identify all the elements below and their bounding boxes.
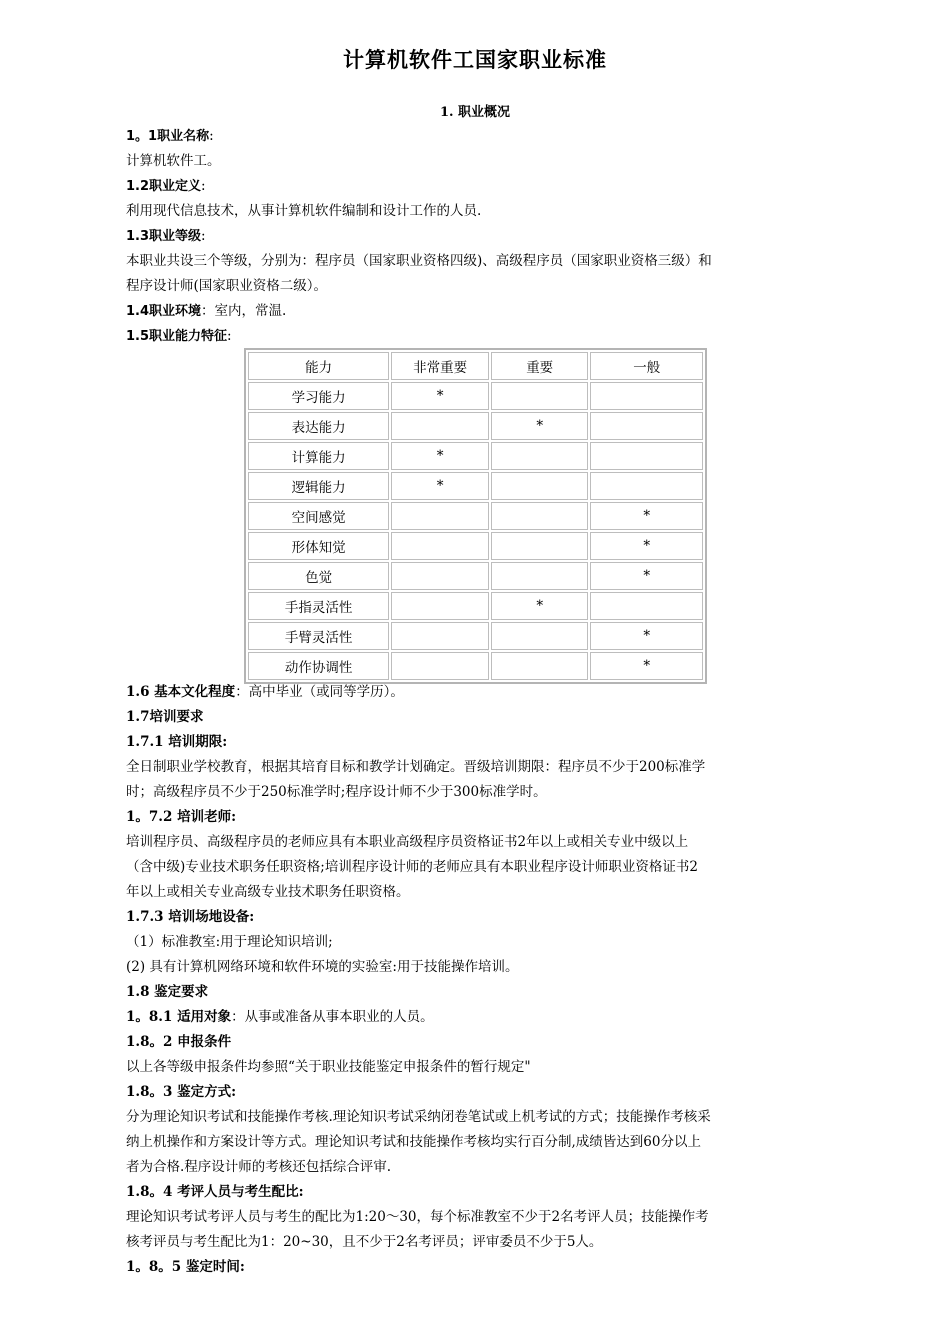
table-cell — [391, 562, 489, 590]
heading-1-5-colon: : — [227, 328, 232, 344]
paragraph-1-7-3-line2: (2) 具有计算机网络环境和软件环境的实验室:用于技能操作培训。 — [126, 959, 519, 975]
paragraph-1-7-2-line3: 年以上或相关专业高级专业技术职务任职资格。 — [126, 884, 410, 900]
paragraph-1-3-line2: 程序设计师(国家职业资格二级）。 — [126, 278, 328, 294]
table-cell: * — [391, 472, 489, 500]
heading-1-1-colon: : — [209, 128, 214, 144]
heading-1-4-label: 1.4职业环境 — [126, 304, 202, 319]
table-cell: 逻辑能力 — [248, 472, 389, 500]
heading-1-6-label: 1.6 基本文化程度 — [126, 684, 236, 700]
table-row — [248, 502, 703, 530]
table-cell: 学习能力 — [248, 382, 389, 410]
heading-1-7-3 — [126, 908, 254, 926]
table-header-cell: 能力 — [248, 352, 389, 380]
heading-1-8: 1.8 鉴定要求 — [126, 984, 209, 1000]
table-cell: 手臂灵活性 — [248, 622, 389, 650]
table-row — [248, 442, 703, 470]
table-cell — [391, 622, 489, 650]
paragraph-1-7-2-line1: 培训程序员、高级程序员的老师应具有本职业高级程序员资格证书2年以上或相关专业中级以上 — [126, 834, 689, 850]
table-row — [248, 532, 703, 560]
table-row — [248, 562, 703, 590]
heading-1-8-3-label: 1.8。3 鉴定方式 — [126, 1084, 232, 1100]
heading-1-8-3-colon: : — [231, 1084, 237, 1100]
heading-1-7-1-colon: : — [222, 734, 228, 750]
heading-1-8-4-colon: : — [298, 1184, 304, 1200]
table-cell — [391, 532, 489, 560]
table-cell: * — [590, 502, 703, 530]
heading-1-7-3-label: 1.7.3 培训场地设备 — [126, 909, 250, 925]
heading-1-6-text: ：高中毕业（或同等学历）。 — [235, 684, 404, 700]
section-heading-1: 1. 职业概况 — [439, 105, 511, 120]
paragraph-1-8-4-line1: 理论知识考试考评人员与考生的配比为1:20～30，每个标准教室不少于2名考评人员；技能操作考 — [126, 1209, 709, 1225]
heading-1-2-label: 1.2职业定义 — [126, 179, 202, 194]
heading-1-1-label: 1。1职业名称 — [126, 129, 210, 144]
table-cell — [590, 442, 703, 470]
table-cell: 形体知觉 — [248, 532, 389, 560]
heading-1-8-3 — [126, 1083, 236, 1101]
heading-1-1 — [126, 127, 214, 146]
table-cell — [391, 502, 489, 530]
table-cell — [590, 382, 703, 410]
table-cell: * — [391, 382, 489, 410]
table-cell — [491, 382, 589, 410]
paragraph-1-8-3-line2: 纳上机操作和方案设计等方式。理论知识考试和技能操作考核均实行百分制,成绩皆达到60分以上 — [126, 1134, 701, 1150]
heading-1-8-5 — [126, 1258, 245, 1276]
heading-1-8-4 — [126, 1183, 304, 1201]
table-row — [248, 622, 703, 650]
heading-1-5 — [126, 327, 232, 346]
paragraph-1-7-1-line1: 全日制职业学校教育，根据其培育目标和教学计划确定。晋级培训期限：程序员不少于200标准学 — [126, 759, 706, 775]
heading-1-7-1-label: 1.7.1 培训期限 — [126, 734, 223, 750]
table-cell: 计算能力 — [248, 442, 389, 470]
table-cell: * — [590, 532, 703, 560]
table-cell: 空间感觉 — [248, 502, 389, 530]
table-row — [248, 412, 703, 440]
heading-1-7-2 — [126, 808, 236, 826]
heading-1-2-colon: : — [201, 178, 206, 194]
heading-1-2 — [126, 177, 206, 196]
table-cell: * — [391, 442, 489, 470]
table-cell — [590, 412, 703, 440]
table-cell: * — [590, 622, 703, 650]
heading-1-4 — [126, 302, 286, 321]
heading-1-7-2-label: 1。7.2 培训老师 — [126, 809, 232, 825]
paragraph-1-3-line1: 本职业共设三个等级，分别为：程序员（国家职业资格四级)、高级程序员（国家职业资格三级）和 — [126, 253, 712, 269]
table-cell — [590, 592, 703, 620]
table-row — [248, 382, 703, 410]
table-cell: 色觉 — [248, 562, 389, 590]
table-cell — [491, 622, 589, 650]
paragraph-1-7-2-line2: （含中级)专业技术职务任职资格;培训程序设计师的老师应具有本职业程序设计师职业资格证书2 — [126, 859, 698, 875]
table-cell — [491, 502, 589, 530]
heading-1-8-1-label: 1。8.1 适用对象 — [126, 1009, 232, 1025]
table-row — [248, 472, 703, 500]
heading-1-3 — [126, 227, 206, 246]
heading-1-8-5-label: 1。8。5 鉴定时间 — [126, 1259, 240, 1275]
ability-table — [244, 348, 707, 684]
paragraph-1-8-4-line2: 核考评员与考生配比为1：20~30，且不少于2名考评员；评审委员不少于5人。 — [126, 1234, 603, 1250]
paragraph-1-7-3-line1: （1）标准教室:用于理论知识培训; — [126, 934, 333, 950]
paragraph-1-2: 利用现代信息技术，从事计算机软件编制和设计工作的人员. — [126, 203, 482, 219]
heading-1-7: 1.7培训要求 — [126, 709, 204, 725]
heading-1-7-1 — [126, 733, 227, 751]
heading-1-6 — [126, 683, 404, 701]
heading-1-8-1-text: ：从事或准备从事本职业的人员。 — [231, 1009, 434, 1025]
heading-1-8-5-colon: : — [239, 1259, 245, 1275]
table-cell: * — [590, 562, 703, 590]
heading-1-4-text: ：室内，常温. — [201, 303, 287, 319]
table-cell: 动作协调性 — [248, 652, 389, 680]
table-cell — [491, 652, 589, 680]
paragraph-1-7-1-line2: 时；高级程序员不少于250标准学时;程序设计师不少于300标准学时。 — [126, 784, 547, 800]
table-header-row — [248, 352, 703, 380]
table-cell — [391, 412, 489, 440]
table-header-cell: 重要 — [491, 352, 589, 380]
table-cell — [391, 592, 489, 620]
heading-1-3-colon: : — [201, 228, 206, 244]
table-header-cell: 非常重要 — [391, 352, 489, 380]
table-cell: * — [590, 652, 703, 680]
heading-1-7-2-colon: : — [231, 809, 237, 825]
heading-1-8-1 — [126, 1008, 434, 1026]
table-cell — [491, 442, 589, 470]
heading-1-8-4-label: 1.8。4 考评人员与考生配比 — [126, 1184, 299, 1200]
table-cell: 表达能力 — [248, 412, 389, 440]
table-row — [248, 652, 703, 680]
table-cell — [391, 652, 489, 680]
document-title: 计算机软件工国家职业标准 — [343, 47, 607, 72]
table-row — [248, 592, 703, 620]
paragraph-1-8-3-line3: 者为合格.程序设计师的考核还包括综合评审. — [126, 1159, 392, 1175]
heading-1-8-2: 1.8。2 申报条件 — [126, 1034, 232, 1050]
table-cell — [491, 532, 589, 560]
table-cell: * — [491, 412, 589, 440]
paragraph-1-8-2: 以上各等级申报条件均参照“关于职业技能鉴定申报条件的暂行规定" — [126, 1059, 531, 1075]
heading-1-5-label: 1.5职业能力特征 — [126, 329, 228, 344]
table-cell: * — [491, 592, 589, 620]
table-cell — [491, 562, 589, 590]
paragraph-1-8-3-line1: 分为理论知识考试和技能操作考核.理论知识考试采纳闭卷笔试或上机考试的方式；技能操作考核采 — [126, 1109, 711, 1125]
heading-1-3-label: 1.3职业等级 — [126, 229, 202, 244]
table-cell — [491, 472, 589, 500]
table-header-cell: 一般 — [590, 352, 703, 380]
table-cell — [590, 472, 703, 500]
table-cell: 手指灵活性 — [248, 592, 389, 620]
heading-1-7-3-colon: : — [249, 909, 255, 925]
paragraph-1-1: 计算机软件工。 — [126, 153, 221, 169]
